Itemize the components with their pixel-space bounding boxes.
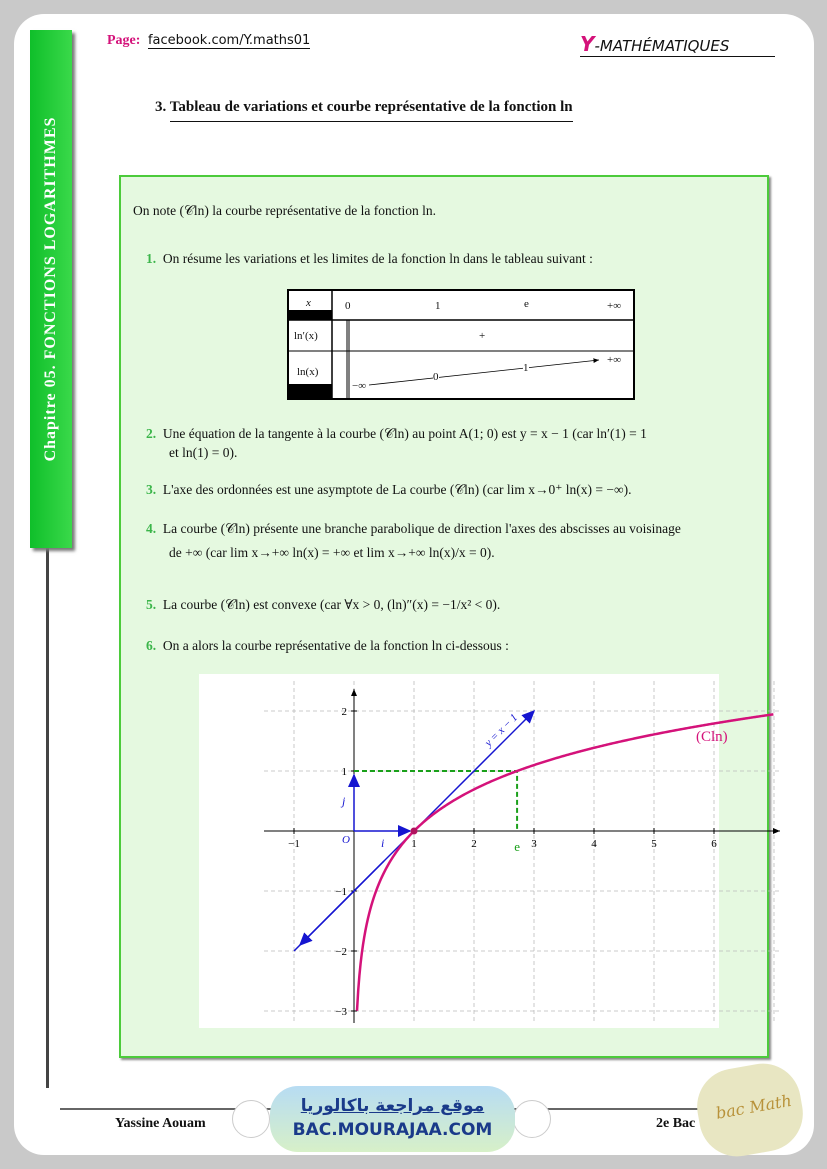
j-label: j⃗: [342, 794, 355, 808]
x-tick-label: 1: [411, 838, 417, 850]
y-tick-label: 2: [341, 706, 347, 718]
table-x-0: 0: [345, 300, 351, 312]
ln-graph: [199, 674, 728, 1028]
footer-author: Yassine Aouam: [115, 1116, 206, 1131]
y-tick-label: −1: [335, 886, 347, 898]
item-number: 2.: [146, 426, 157, 441]
site-logo-icon: [513, 1100, 551, 1138]
table-grid: [289, 291, 633, 398]
chapter-title: Chapitre 05. FONCTIONS LOGARITHMES: [42, 116, 59, 462]
site-banner[interactable]: [270, 1086, 515, 1152]
brand-logo: [580, 32, 729, 56]
brand-text: -MATHÉMATIQUES: [594, 37, 730, 55]
item-text: On a alors la courbe représentative de la fonction ln ci-dessous :: [162, 638, 509, 653]
table-x-inf: +∞: [607, 300, 622, 312]
list-item: [146, 519, 756, 568]
list-item: [146, 480, 631, 499]
section-title: Tableau de variations et courbe représentative de la fonction ln: [170, 99, 573, 122]
x-tick-label: 5: [651, 838, 657, 850]
point-a: [411, 828, 418, 835]
table-fn-minf: −∞: [352, 380, 367, 392]
item-text: On résume les variations et les limites de la fonction ln dans le tableau suivant :: [162, 251, 593, 266]
table-x-label: x: [306, 297, 311, 309]
footer-level: 2e Bac: [656, 1116, 696, 1131]
bacmath-text: bac Math: [714, 1090, 794, 1123]
item-number: 3.: [146, 482, 157, 497]
x-tick-label: 2: [471, 838, 477, 850]
table-x-1: 1: [435, 300, 441, 312]
curve-label: (Cln): [696, 729, 728, 745]
table-fn-0: 0: [433, 371, 439, 383]
section-heading: [155, 99, 573, 116]
item-text-cont: de +∞ (car lim x→+∞ ln(x) = +∞ et lim x→+∞ ln(x)/x = 0).: [169, 545, 495, 560]
x-tick-label: 3: [531, 838, 537, 850]
tangent-label: y = x − 1: [482, 711, 521, 750]
table-x-e: e: [524, 298, 529, 310]
intro-text: On note (𝒞ln) la courbe représentative de la fonction ln.: [133, 203, 436, 218]
table-deriv-label: ln′(x): [294, 330, 318, 342]
brand-x: Y: [580, 32, 595, 56]
item-text-cont: et ln(1) = 0).: [169, 445, 238, 460]
ln-curve: [357, 711, 773, 1010]
i-label: i⃗: [381, 836, 394, 850]
list-item: [146, 249, 593, 268]
item-number: 5.: [146, 597, 157, 612]
facebook-link[interactable]: facebook.com/Y.maths01: [147, 33, 311, 48]
x-tick-label: 4: [591, 838, 597, 850]
chapter-sidebar: [30, 30, 72, 548]
table-fn-label: ln(x): [297, 366, 319, 378]
item-number: 6.: [146, 638, 157, 653]
item-number: 4.: [146, 521, 157, 536]
list-item: [146, 424, 756, 462]
x-tick-label: 6: [711, 838, 717, 850]
table-deriv-sign: +: [479, 330, 486, 342]
list-item: [146, 636, 509, 655]
variation-table: [287, 289, 635, 400]
e-label: e: [514, 839, 520, 854]
frame-left-line: [46, 548, 49, 1088]
banner-url: BAC.MOURAJAA.COM: [292, 1120, 493, 1140]
list-item: [146, 595, 500, 614]
item-text: L'axe des ordonnées est une asymptote de La courbe (𝒞ln) (car lim x→0⁺ ln(x) = −∞).: [162, 482, 632, 497]
header-divider: [580, 56, 775, 57]
y-tick-label: −2: [335, 946, 347, 958]
table-fn-pinf: +∞: [607, 354, 622, 366]
item-text: La courbe (𝒞ln) présente une branche parabolique de direction l'axes des abscisses au voisinage: [162, 521, 681, 536]
section-number: 3.: [155, 99, 167, 115]
site-logo-icon: [232, 1100, 270, 1138]
item-text: Une équation de la tangente à la courbe (𝒞ln) au point A(1; 0) est y = x − 1 (car ln′(1) = 1: [162, 426, 647, 441]
y-tick-label: 1: [341, 766, 347, 778]
table-fn-1: 1: [523, 362, 529, 374]
x-tick-label: −1: [288, 838, 300, 850]
page-label: Page:: [107, 33, 141, 48]
banner-arabic: موقع مراجعة باكالوريا: [300, 1096, 485, 1116]
header-page-link: [107, 33, 310, 49]
y-tick-label: −3: [335, 1006, 347, 1018]
origin-label: O: [342, 834, 350, 846]
item-number: 1.: [146, 251, 157, 266]
item-text: La courbe (𝒞ln) est convexe (car ∀x > 0, (ln)″(x) = −1/x² < 0).: [162, 597, 501, 612]
